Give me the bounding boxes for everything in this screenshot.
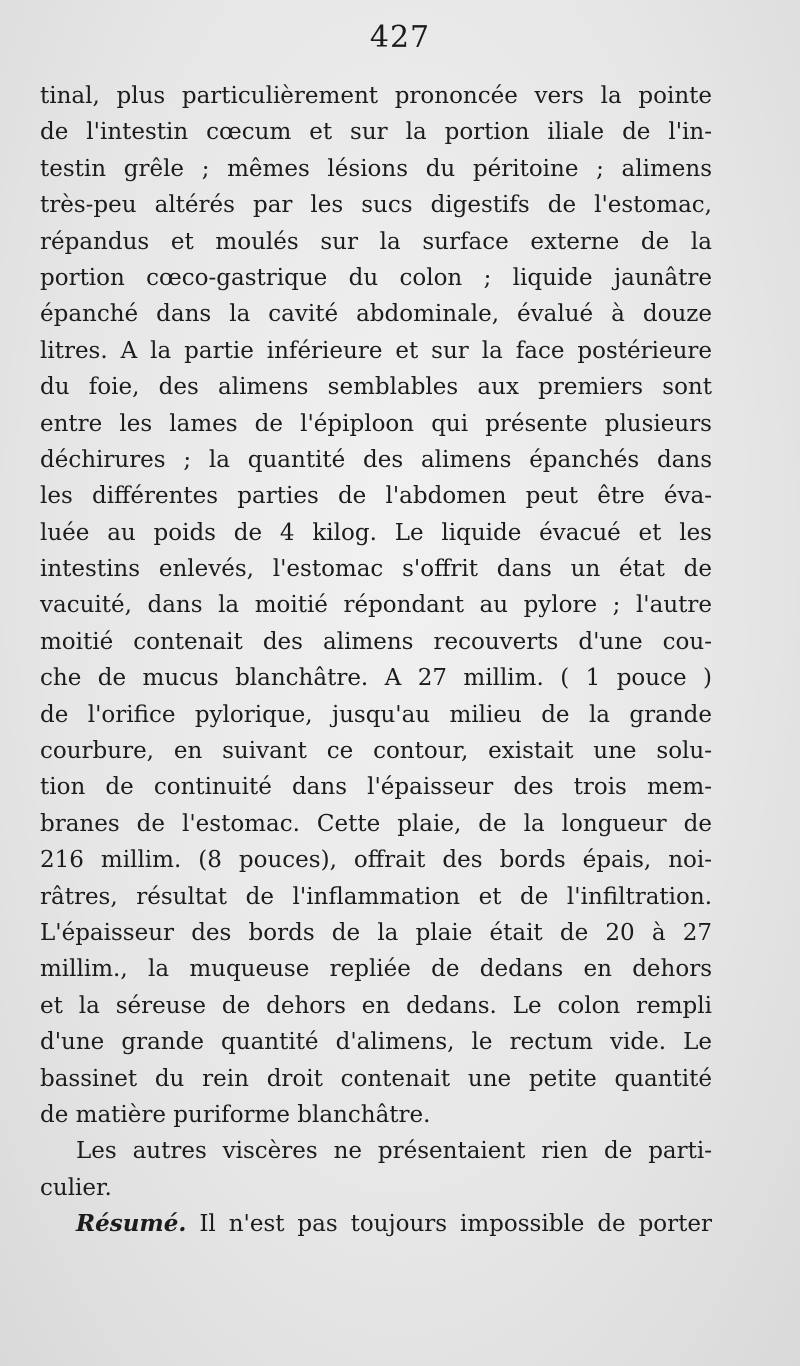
text-line: millim., la muqueuse repliée de dedans en dehors bbox=[40, 956, 712, 983]
text-line: très-peu altérés par les sucs digestifs de l'estomac, bbox=[40, 192, 712, 219]
text-line: tion de continuité dans l'épaisseur des trois mem- bbox=[40, 774, 712, 801]
text-line: du foie, des alimens semblables aux premiers sont bbox=[40, 374, 712, 401]
text-line: tinal, plus particulièrement prononcée vers la pointe bbox=[40, 83, 712, 109]
resume-paragraph bbox=[40, 1206, 712, 1242]
text-line: 216 millim. (8 pouces), offrait des bords épais, noi- bbox=[40, 847, 712, 874]
text-line: che de mucus blanchâtre. A 27 millim. ( 1 pouce ) bbox=[40, 665, 712, 692]
resume-label: Résumé. bbox=[76, 1210, 187, 1238]
text-line: portion cœco-gastrique du colon ; liquide jaunâtre bbox=[40, 264, 712, 291]
text-line: moitié contenait des alimens recouverts d'une cou- bbox=[40, 628, 712, 655]
text-line: épanché dans la cavité abdominale, évalué à douze bbox=[40, 301, 712, 328]
text-line: bassinet du rein droit contenait une petite quantité bbox=[40, 1065, 712, 1092]
text-line: L'épaisseur des bords de la plaie était de 20 à 27 bbox=[40, 919, 712, 946]
text-line: de matière puriforme blanchâtre. bbox=[40, 1101, 431, 1128]
text-line: de l'orifice pylorique, jusqu'au milieu de la grande bbox=[40, 701, 712, 728]
text-line: luée au poids de 4 kilog. Le liquide évacué et les bbox=[40, 519, 712, 546]
text-line: vacuité, dans la moitié répondant au pylore ; l'autre bbox=[40, 592, 712, 619]
body-text bbox=[40, 78, 712, 1243]
text-line: et la séreuse de dehors en dedans. Le colon rempli bbox=[40, 992, 712, 1019]
text-line: râtres, résultat de l'inflammation et de l'infiltration. bbox=[40, 883, 712, 910]
text-line: culier. bbox=[40, 1174, 112, 1201]
resume-text: Il n'est pas toujours impossible de porter bbox=[186, 1211, 712, 1238]
text-line: déchirures ; la quantité des alimens épanchés dans bbox=[40, 446, 712, 473]
text-line: testin grêle ; mêmes lésions du péritoine ; alimens bbox=[40, 155, 712, 182]
text-line: d'une grande quantité d'alimens, le rectum vide. Le bbox=[40, 1029, 712, 1056]
text-line: entre les lames de l'épiploon qui présente plusieurs bbox=[40, 410, 712, 437]
text-line: litres. A la partie inférieure et sur la face postérieure bbox=[40, 337, 712, 364]
text-line: les différentes parties de l'abdomen peut être éva- bbox=[40, 483, 712, 510]
text-line: de l'intestin cœcum et sur la portion iliale de l'in- bbox=[40, 119, 712, 146]
text-line: intestins enlevés, l'estomac s'offrit dans un état de bbox=[40, 556, 712, 583]
text-line: branes de l'estomac. Cette plaie, de la longueur de bbox=[40, 810, 712, 837]
page-number: 427 bbox=[369, 20, 431, 55]
text-line: répandus et moulés sur la surface externe de la bbox=[40, 228, 712, 255]
text-line: Les autres viscères ne présentaient rien de parti- bbox=[76, 1138, 712, 1165]
text-line: courbure, en suivant ce contour, existait une solu- bbox=[40, 738, 712, 765]
